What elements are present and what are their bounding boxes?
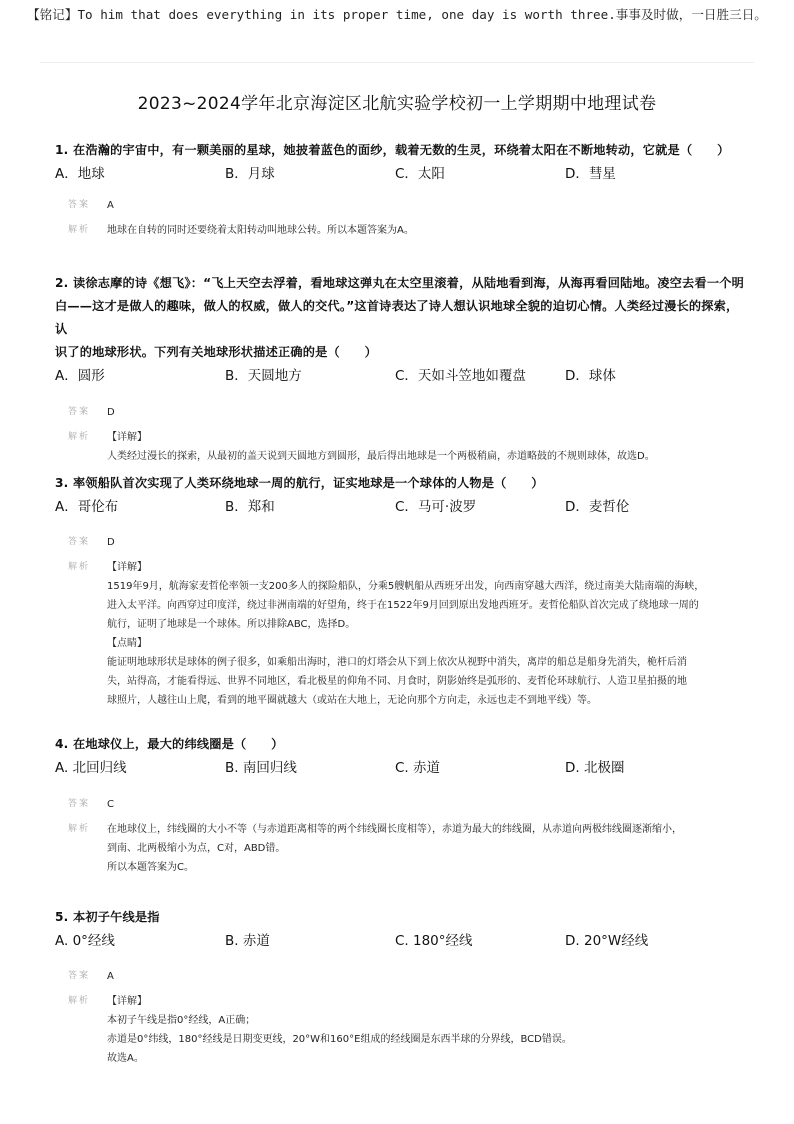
question-stem bbox=[55, 272, 745, 364]
explanation-line: 到南、北两极缩小为点，C对，ABD错。 bbox=[107, 843, 286, 854]
explanation-label: 解析 bbox=[68, 225, 91, 235]
answer-label: 答案 bbox=[68, 799, 91, 809]
options-row bbox=[55, 162, 745, 186]
option-a: A. 北回归线 bbox=[55, 760, 127, 776]
stem-line: 1. 在浩瀚的宇宙中，有一颗美丽的星球，她披着蓝色的面纱，载着无数的生灵，环绕着太阳在不断地转动，它就是（ ） bbox=[55, 143, 730, 157]
explanation-row bbox=[55, 558, 745, 710]
explanation-row bbox=[55, 428, 745, 466]
explanation-line: 1519年9月，航海家麦哲伦率领一支200多人的探险船队，分乘5艘帆船从西班牙出发，向西南穿越大西洋，绕过南美大陆南端的海峡， bbox=[107, 581, 705, 592]
stem-line: 5. 本初子午线是指 bbox=[55, 910, 160, 924]
explanation-row bbox=[55, 221, 745, 240]
explanation-line: 故选A。 bbox=[107, 1053, 144, 1064]
exam-title: 2023~2024学年北京海淀区北航实验学校初一上学期期中地理试卷 bbox=[137, 94, 657, 114]
option-c: C. 180°经线 bbox=[395, 933, 473, 949]
answer-row bbox=[55, 403, 745, 422]
options-row bbox=[55, 495, 745, 519]
question-stem bbox=[55, 139, 745, 162]
explanation-line: 本初子午线是指0°经线，A正确； bbox=[107, 1015, 256, 1026]
explanation-line: 失，站得高，才能看得远、世界不同地区，看北极星的仰角不同、月食时，阴影始终是弧形的、麦哲伦环球航行、人造卫星拍摄的地 bbox=[107, 676, 687, 687]
answer-label: 答案 bbox=[68, 200, 91, 210]
option-b: B．天圆地方 bbox=[225, 368, 302, 384]
explanation-line: 【详解】 bbox=[107, 432, 147, 443]
explanation-label: 解析 bbox=[68, 432, 91, 442]
options-row bbox=[55, 929, 745, 953]
explanation-line: 人类经过漫长的探索，从最初的盖天说到天圆地方到圆形，最后得出地球是一个两极稍扁，赤道略鼓的不规则球体，故选D。 bbox=[107, 451, 655, 462]
explanation-text bbox=[107, 820, 745, 877]
option-a: A. 0°经线 bbox=[55, 933, 115, 949]
stem-line: 白——这才是做人的趣味，做人的权威，做人的交代。”这首诗表达了诗人想认识地球全貌的迫切心情。人类经过漫长的探索，认 bbox=[55, 299, 739, 336]
option-d: D．彗星 bbox=[565, 166, 616, 182]
question-5 bbox=[55, 906, 745, 1068]
explanation-line: 赤道是0°纬线，180°经线是日期变更线，20°W和160°E组成的经线圈是东西半球的分界线，BCD错误。 bbox=[107, 1034, 572, 1045]
option-a: A．哥伦布 bbox=[55, 499, 119, 515]
explanation-line: 【详解】 bbox=[107, 996, 147, 1007]
question-stem bbox=[55, 472, 745, 495]
explanation-line: 能证明地球形状是球体的例子很多，如乘船出海时，港口的灯塔会从下到上依次从视野中消失，离岸的船总是船身先消失，桅杆后消 bbox=[107, 657, 687, 668]
answer-value: A bbox=[107, 971, 114, 982]
option-c: C．天如斗笠地如覆盘 bbox=[395, 368, 526, 384]
answer-value: A bbox=[107, 200, 114, 211]
answer-value: C bbox=[107, 799, 114, 810]
explanation-text bbox=[107, 428, 745, 466]
answer-row bbox=[55, 533, 745, 552]
option-d: D．球体 bbox=[565, 368, 616, 384]
options-row bbox=[55, 364, 745, 388]
option-a: A．圆形 bbox=[55, 368, 105, 384]
option-a: A．地球 bbox=[55, 166, 105, 182]
explanation-line: 进入太平洋。向西穿过印度洋，绕过非洲南端的好望角，终于在1522年9月回到原出发地西班牙。麦哲伦船队首次完成了绕地球一周的 bbox=[107, 600, 699, 611]
answer-value: D bbox=[107, 537, 115, 548]
motto-banner: 【铭记】To him that does everything in its proper time, one day is worth three.事事及时做，一日胜三日。 bbox=[27, 7, 767, 22]
explanation-text bbox=[107, 558, 745, 710]
answer-label: 答案 bbox=[68, 971, 91, 981]
option-b: B. 赤道 bbox=[225, 933, 270, 949]
answer-row bbox=[55, 196, 745, 215]
explanation-text bbox=[107, 221, 745, 240]
answer-row bbox=[55, 967, 745, 986]
explanation-line: 航行，证明了地球是一个球体。所以排除ABC，选择D。 bbox=[107, 619, 356, 630]
stem-line: 4. 在地球仪上，最大的纬线圈是（ ） bbox=[55, 737, 284, 751]
explanation-line: 【点睛】 bbox=[107, 638, 147, 649]
option-d: D. 20°W经线 bbox=[565, 933, 649, 949]
explanation-label: 解析 bbox=[68, 824, 91, 834]
stem-line: 2. 读徐志摩的诗《想飞》：“飞上天空去浮着，看地球这弹丸在太空里滚着，从陆地看到海，从海再看回陆地。凌空去看一个明 bbox=[55, 276, 744, 290]
option-b: B. 南回归线 bbox=[225, 760, 297, 776]
answer-label: 答案 bbox=[68, 407, 91, 417]
stem-line: 3. 率领船队首次实现了人类环绕地球一周的航行，证实地球是一个球体的人物是（ ） bbox=[55, 476, 544, 490]
question-stem bbox=[55, 906, 745, 929]
explanation-row bbox=[55, 992, 745, 1068]
question-stem bbox=[55, 733, 745, 756]
explanation-line: 地球在自转的同时还要绕着太阳转动叫地球公转。所以本题答案为A。 bbox=[107, 225, 414, 236]
explanation-line: 球照片，人越往山上爬，看到的地平圈就越大（或站在大地上，无论向那个方向走，永远也走不到地平线）等。 bbox=[107, 695, 597, 706]
answer-row bbox=[55, 795, 745, 814]
answer-label: 答案 bbox=[68, 537, 91, 547]
explanation-line: 在地球仪上，纬线圈的大小不等（与赤道距离相等的两个纬线圈长度相等），赤道为最大的纬线圈，从赤道向两极纬线圈逐渐缩小， bbox=[107, 824, 682, 835]
answer-value: D bbox=[107, 407, 115, 418]
question-4 bbox=[55, 733, 745, 877]
explanation-text bbox=[107, 992, 745, 1068]
option-c: C. 赤道 bbox=[395, 760, 441, 776]
explanation-label: 解析 bbox=[68, 562, 91, 572]
question-2 bbox=[55, 272, 745, 466]
explanation-line: 所以本题答案为C。 bbox=[107, 862, 194, 873]
option-b: B．郑和 bbox=[225, 499, 275, 515]
option-d: D．麦哲伦 bbox=[565, 499, 630, 515]
question-3 bbox=[55, 472, 745, 710]
question-1 bbox=[55, 139, 745, 240]
options-row bbox=[55, 756, 745, 780]
explanation-label: 解析 bbox=[68, 996, 91, 1006]
header-divider bbox=[40, 62, 754, 63]
explanation-row bbox=[55, 820, 745, 877]
option-b: B．月球 bbox=[225, 166, 275, 182]
option-d: D. 北极圈 bbox=[565, 760, 625, 776]
option-c: C．马可·波罗 bbox=[395, 499, 477, 515]
stem-line: 识了的地球形状。下列有关地球形状描述正确的是（ ） bbox=[55, 345, 378, 359]
option-c: C．太阳 bbox=[395, 166, 445, 182]
explanation-line: 【详解】 bbox=[107, 562, 147, 573]
